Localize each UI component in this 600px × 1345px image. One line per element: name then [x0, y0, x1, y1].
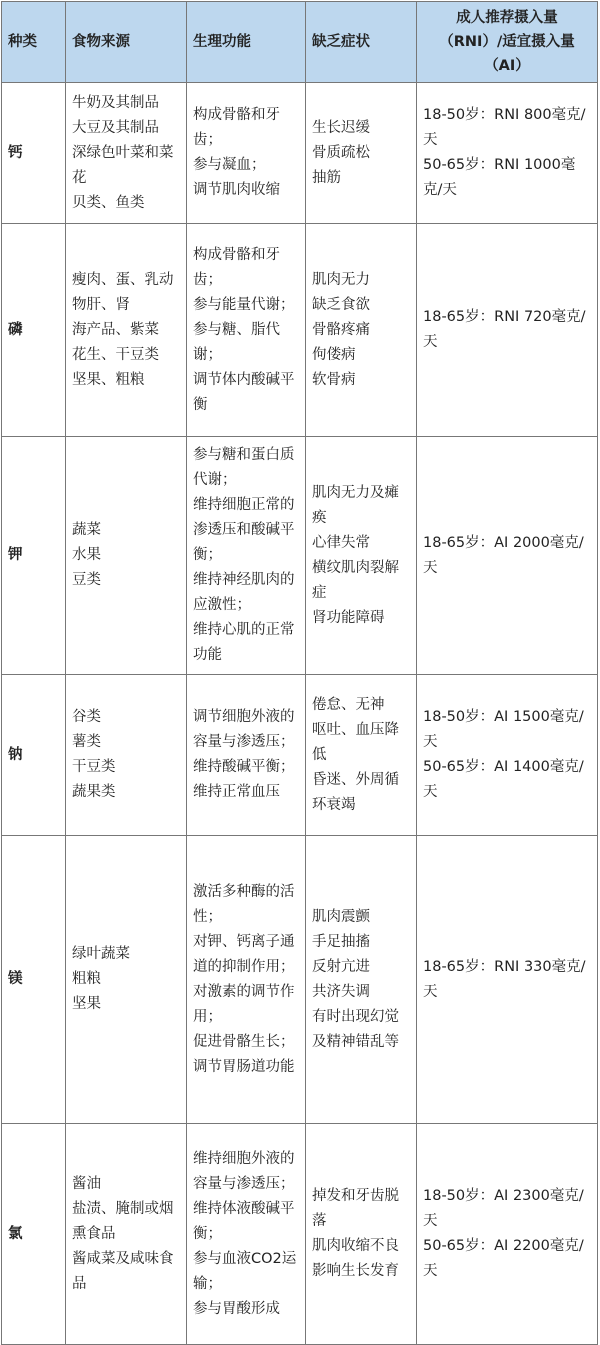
food-source-item: 干豆类: [72, 759, 116, 775]
intake-item: 18-50岁：RNI 800毫克/天: [423, 107, 586, 148]
table-row: [2, 836, 598, 1124]
row-food-source: [66, 224, 187, 437]
intake-item: 18-50岁：AI 2300毫克/天: [423, 1188, 584, 1229]
function-item: 参与胃酸形成: [193, 1300, 280, 1317]
food-source-item: 瘦肉、蛋、乳动物肝、肾: [72, 271, 174, 313]
table-row: [2, 437, 598, 675]
intake-item: 50-65岁：RNI 1000毫克/天: [423, 157, 576, 198]
function-item: 参与糖和蛋白质代谢；: [193, 447, 295, 488]
row-deficiency: [306, 437, 417, 675]
function-item: 参与血液CO2运输；: [193, 1250, 297, 1292]
row-deficiency: [306, 224, 417, 437]
row-kind: 氯: [2, 1124, 66, 1345]
intake-item: 18-50岁：AI 1500毫克/天: [423, 709, 584, 750]
row-function: [187, 1124, 306, 1345]
function-item: 维持酸碱平衡；: [193, 759, 295, 775]
food-source-item: 花生、干豆类: [72, 346, 159, 363]
row-deficiency: [306, 1124, 417, 1345]
food-source-item: 坚果: [72, 996, 101, 1012]
food-source-item: 坚果、粗粮: [72, 371, 145, 388]
food-source-item: 贝类、鱼类: [72, 194, 145, 211]
row-kind: 镁: [2, 836, 66, 1124]
header-function: 生理功能: [187, 2, 306, 83]
header-intake-line: （RNI）/适宜摄入量: [439, 34, 575, 50]
function-item: 维持细胞正常的渗透压和酸碱平衡；: [193, 497, 295, 563]
food-source-item: 绿叶蔬菜: [72, 946, 130, 962]
deficiency-item: 昏迷、外周循环衰竭: [312, 771, 399, 813]
header-intake: [417, 2, 598, 83]
intake-item: 18-65岁：AI 2000毫克/天: [423, 534, 584, 576]
row-intake: [417, 675, 598, 836]
deficiency-item: 横纹肌肉裂解症: [312, 559, 399, 601]
header-intake-line: 成人推荐摄入量: [456, 10, 558, 26]
row-intake: [417, 836, 598, 1124]
row-function: [187, 224, 306, 437]
food-source-item: 蔬果类: [72, 784, 116, 800]
deficiency-item: 软骨病: [312, 371, 356, 388]
row-food-source: [66, 1124, 187, 1345]
table-row: [2, 675, 598, 836]
deficiency-item: 肾功能障碍: [312, 609, 385, 626]
function-item: 维持细胞外液的容量与渗透压；: [193, 1150, 295, 1192]
food-source-item: 深绿色叶菜和菜花: [72, 144, 174, 186]
row-intake: [417, 224, 598, 437]
deficiency-item: 缺乏食欲: [312, 296, 370, 313]
table-header: [2, 2, 598, 83]
row-intake: [417, 437, 598, 675]
function-item: 促进骨骼生长；: [193, 1033, 295, 1050]
row-kind: 钾: [2, 437, 66, 675]
row-deficiency: [306, 83, 417, 224]
deficiency-item: 共济失调: [312, 983, 370, 1000]
row-deficiency: [306, 836, 417, 1124]
row-food-source: [66, 83, 187, 224]
food-source-item: 蔬菜: [72, 522, 101, 538]
deficiency-item: 呕吐、血压降低: [312, 721, 399, 763]
deficiency-item: 肌肉无力及瘫痪: [312, 484, 399, 526]
food-source-item: 豆类: [72, 572, 101, 588]
function-item: 对激素的调节作用；: [193, 983, 295, 1025]
food-source-item: 大豆及其制品: [72, 119, 159, 136]
function-item: 激活多种酶的活性；: [193, 883, 295, 925]
deficiency-item: 肌肉震颤: [312, 908, 370, 925]
table-body: [2, 83, 598, 1345]
row-function: [187, 675, 306, 836]
row-function: [187, 437, 306, 675]
intake-item: 18-65岁：RNI 720毫克/天: [423, 309, 586, 350]
row-intake: [417, 1124, 598, 1345]
food-source-item: 酱咸菜及咸味食品: [72, 1250, 174, 1292]
row-intake: [417, 83, 598, 224]
deficiency-item: 影响生长发育: [312, 1263, 399, 1279]
row-kind: 钠: [2, 675, 66, 836]
mineral-nutrition-table: [1, 1, 598, 1345]
function-item: 参与糖、脂代谢；: [193, 321, 280, 363]
function-item: 维持心肌的正常功能: [193, 622, 295, 663]
deficiency-item: 肌肉无力: [312, 271, 370, 288]
deficiency-item: 掉发和牙齿脱落: [312, 1188, 399, 1229]
deficiency-item: 有时出现幻觉及精神错乱等: [312, 1008, 399, 1050]
function-item: 调节胃肠道功能: [193, 1058, 295, 1075]
table-row: [2, 1124, 598, 1345]
header-deficiency: 缺乏症状: [306, 2, 417, 83]
food-source-item: 盐渍、腌制或烟熏食品: [72, 1200, 174, 1242]
function-item: 构成骨骼和牙齿；: [193, 107, 280, 148]
deficiency-item: 倦怠、无神: [312, 696, 385, 713]
deficiency-item: 抽筋: [312, 169, 341, 186]
food-source-item: 海产品、紫菜: [72, 321, 159, 338]
food-source-item: 酱油: [72, 1175, 101, 1192]
intake-item: 18-65岁：RNI 330毫克/天: [423, 958, 586, 1000]
food-source-item: 粗粮: [72, 971, 101, 987]
header-food-source: 食物来源: [66, 2, 187, 83]
deficiency-item: 心律失常: [312, 534, 370, 551]
function-item: 维持体液酸碱平衡；: [193, 1200, 295, 1242]
row-food-source: [66, 675, 187, 836]
function-item: 维持正常血压: [193, 784, 280, 800]
function-item: 参与凝血；: [193, 157, 266, 173]
row-food-source: [66, 437, 187, 675]
deficiency-item: 反射亢进: [312, 958, 370, 975]
function-item: 对钾、钙离子通道的抑制作用；: [193, 933, 295, 975]
deficiency-item: 肌肉收缩不良: [312, 1238, 399, 1254]
deficiency-item: 骨骼疼痛: [312, 321, 370, 338]
function-item: 参与能量代谢；: [193, 296, 295, 313]
intake-item: 50-65岁：AI 2200毫克/天: [423, 1238, 584, 1279]
food-source-item: 水果: [72, 547, 101, 563]
header-row: [2, 2, 598, 83]
food-source-item: 谷类: [72, 709, 101, 725]
row-kind: 磷: [2, 224, 66, 437]
table-row: [2, 224, 598, 437]
row-kind: 钙: [2, 83, 66, 224]
row-food-source: [66, 836, 187, 1124]
deficiency-item: 骨质疏松: [312, 144, 370, 161]
function-item: 调节体内酸碱平衡: [193, 371, 295, 413]
table-row: [2, 83, 598, 224]
function-item: 调节细胞外液的容量与渗透压；: [193, 709, 295, 750]
deficiency-item: 生长迟缓: [312, 119, 370, 136]
intake-item: 50-65岁：AI 1400毫克/天: [423, 759, 584, 800]
function-item: 构成骨骼和牙齿；: [193, 246, 280, 288]
deficiency-item: 佝偻病: [312, 346, 356, 363]
row-function: [187, 836, 306, 1124]
row-function: [187, 83, 306, 224]
row-deficiency: [306, 675, 417, 836]
function-item: 调节肌肉收缩: [193, 182, 280, 198]
header-intake-line: （AI）: [484, 58, 530, 74]
deficiency-item: 手足抽搐: [312, 933, 370, 950]
food-source-item: 牛奶及其制品: [72, 94, 159, 111]
function-item: 维持神经肌肉的应激性；: [193, 572, 295, 613]
header-kind: 种类: [2, 2, 66, 83]
food-source-item: 薯类: [72, 734, 101, 750]
